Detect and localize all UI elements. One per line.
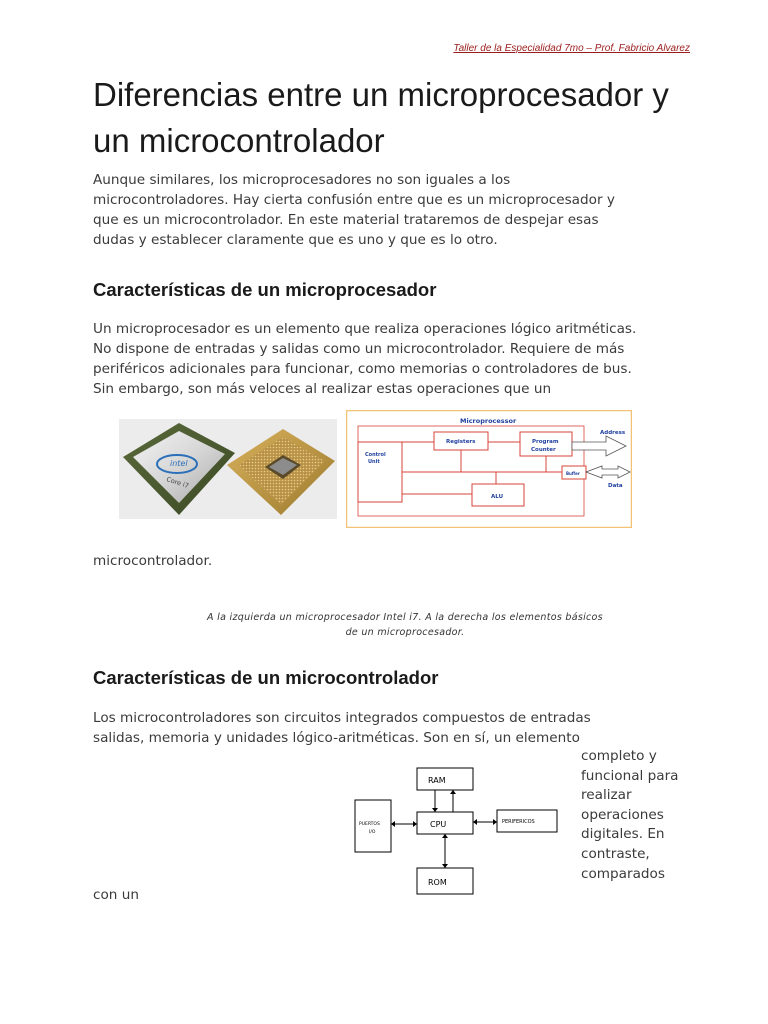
intro-line: dudas y establecer claramente que es uno y que es lo otro.	[93, 232, 498, 248]
caption-line: A la izquierda un microprocesador Intel i7. A la derecha los elementos básicos	[207, 612, 603, 623]
microcontrolador-tail: con un	[93, 887, 139, 903]
microprocesador-continuation: microcontrolador.	[93, 553, 213, 569]
perifericos-label: PERIFERICOS	[502, 819, 535, 825]
side-line: digitales. En	[581, 826, 665, 843]
address-label: Address	[600, 430, 626, 436]
puertos-label: PUERTOS	[359, 822, 380, 827]
chip-model: Core i7	[165, 475, 190, 491]
chip-brand: intel	[170, 459, 188, 468]
microprocesador-paragraph	[93, 319, 698, 399]
microprocessor-block-diagram	[346, 410, 632, 528]
side-line: comparados	[581, 865, 665, 882]
paragraph-line: Los microcontroladores son circuitos integrados compuestos de entradas	[93, 710, 591, 726]
diagram-title: Microprocessor	[460, 417, 517, 425]
section-heading-microprocesador: Características de un microprocesador	[93, 279, 437, 300]
side-line: contraste,	[581, 845, 650, 862]
control-unit-label: Control	[365, 452, 386, 458]
microcontroller-block-diagram	[353, 764, 565, 896]
program-counter-label: Program	[532, 439, 559, 445]
paragraph-line: periféricos adicionales para funcionar, como memorias o controladores de bus.	[93, 361, 632, 377]
puertos-label-2: I/O	[369, 830, 376, 835]
intro-paragraph	[93, 170, 698, 250]
alu-label: ALU	[491, 494, 504, 500]
intel-i7-photo	[119, 419, 337, 519]
intro-line: microcontroladores. Hay cierta confusión entre que es un microprocesador y	[93, 192, 615, 208]
page-title: Diferencias entre un microprocesador y un microcontrolador	[93, 76, 669, 159]
paragraph-line: Un microprocesador es un elemento que realiza operaciones lógico aritméticas.	[93, 321, 637, 337]
buffer-label: Buffer	[566, 471, 580, 476]
ram-label: RAM	[428, 776, 446, 785]
cpu-label: CPU	[430, 820, 447, 829]
caption-line: de un microprocesador.	[345, 627, 465, 638]
paragraph-line: Sin embargo, son más veloces al realizar estas operaciones que un	[93, 381, 552, 397]
side-line: operaciones	[581, 806, 664, 823]
program-counter-label-2: Counter	[531, 447, 556, 453]
microcontrolador-side-text	[581, 747, 701, 884]
intro-line: Aunque similares, los microprocesadores no son iguales a los	[93, 172, 511, 188]
data-label: Data	[608, 483, 623, 489]
section-heading-microcontrolador: Características de un microcontrolador	[93, 667, 439, 688]
side-line: realizar	[581, 787, 632, 804]
side-line: completo y	[581, 748, 657, 764]
intro-line: que es un microcontrolador. En este material trataremos de despejar esas	[93, 212, 599, 228]
rom-label: ROM	[428, 878, 447, 887]
figure-caption	[180, 610, 630, 640]
header-note: Taller de la Especialidad 7mo – Prof. Fabricio Alvarez	[453, 43, 690, 54]
side-line: funcional para	[581, 767, 679, 784]
paragraph-line: salidas, memoria y unidades lógico-aritméticas. Son en sí, un elemento	[93, 730, 580, 746]
microcontrolador-paragraph	[93, 708, 698, 748]
paragraph-line: No dispone de entradas y salidas como un microcontrolador. Requiere de más	[93, 341, 625, 357]
control-unit-label-2: Unit	[368, 459, 380, 465]
registers-label: Registers	[446, 439, 476, 445]
